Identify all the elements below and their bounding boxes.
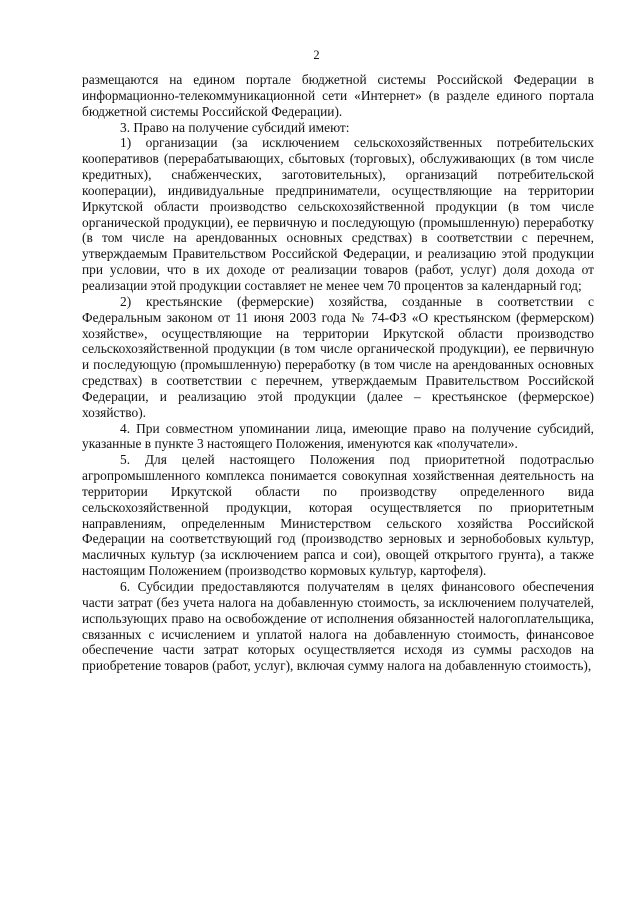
paragraph-3: 3. Право на получение субсидий имеют: [120, 119, 350, 135]
page-number: 2 [313, 48, 320, 62]
paragraph-4: 4. При совместном упоминании лица, имеющие право на получение субсидий, указанные в пункте 3 настоящего Положения, именуются как «получатели». [82, 420, 594, 452]
paragraph-3-2: 2) крестьянские (фермерские) хозяйства, созданные в соответствии с Федеральным законом от 11 июня 2003 года № 74-ФЗ «О крестьянском (фермерском) хозяйстве», осуществляющие на территории Иркутской области производство сельскохозяйственной продукции (в том числе органической продукции), ее первичную и последующую (промышленную) переработку (в том числе на арендованных основных средствах) в соответствии с перечнем, утверждаемым Правительством Российской Федерации, и реализацию этой продукции (далее – крестьянское (фермерское) хозяйство). [82, 293, 594, 420]
paragraph-portal: размещаются на едином портале бюджетной системы Российской Федерации в информационно-телекоммуникационной сети «Интернет» (в разделе единого портала бюджетной системы Российской Федерации). [82, 72, 594, 119]
paragraph-6: 6. Субсидии предоставляются получателям в целях финансового обеспечения части затрат (без учета налога на добавленную стоимость, за исключением получателей, использующих право на освобождение от исполнения обязанностей налогоплательщика, связанных с исчислением и уплатой налога на добавленную стоимость, финансовое обеспечение части затрат которых осуществляется исходя из суммы расходов на приобретение товаров (работ, услуг), включая сумму налога на добавленную стоимость), [82, 579, 594, 674]
paragraph-5: 5. Для целей настоящего Положения под приоритетной подотраслью агропромышленного комплекса понимается совокупная хозяйственная деятельность на территории Иркутской области по производству определенного вида сельскохозяйственной продукции, которая осуществляется по приоритетным направлениям, определенным Министерством сельского хозяйства Российской Федерации на соответствующий год (производство зерновых и зернобобовых культур, масличных культур (за исключением рапса и сои), овощей открытого грунта), а также настоящим Положением (производство кормовых культур, картофеля). [82, 452, 594, 579]
paragraph-3-1: 1) организации (за исключением сельскохозяйственных потребительских кооперативов (перерабатывающих, сбытовых (торговых), обслуживающих (в том числе кредитных), снабженческих, заготовительных), организаций потребительской кооперации), индивидуальные предприниматели, осуществляющие на территории Иркутской области производство сельскохозяйственной продукции (в том числе органической продукции), ее первичную и последующую (промышленную) переработку (в том числе на арендованных основных средствах) в соответствии с перечнем, утверждаемым Правительством Российской Федерации, и реализацию этой продукции при условии, что в их доходе от реализации товаров (работ, услуг) доля дохода от реализации этой продукции составляет не менее чем 70 процентов за календарный год; [82, 135, 594, 293]
document-body [82, 72, 594, 674]
